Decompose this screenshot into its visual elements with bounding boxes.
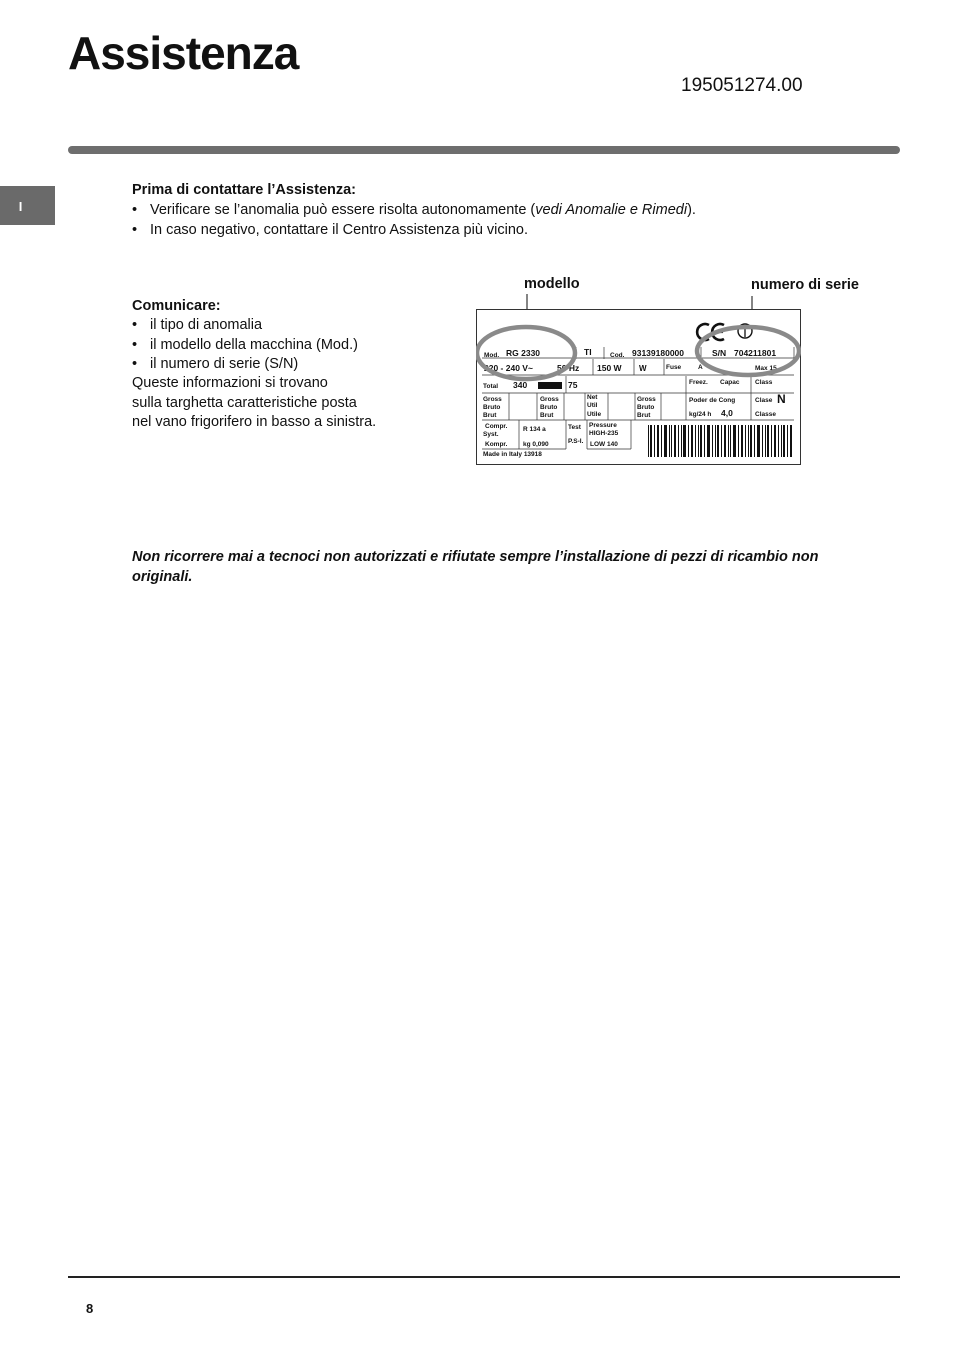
compr-label: Compr.	[485, 423, 508, 430]
list-item: • il numero di serie (S/N)	[132, 355, 452, 375]
document-code: 195051274.00	[681, 75, 803, 96]
voltage-value: 220 - 240 V~	[484, 363, 533, 373]
high-pressure: HIGH-235	[589, 430, 619, 437]
stars-value: 75	[568, 380, 578, 390]
rating-plate	[476, 309, 801, 465]
list-item-text: Verificare se l’anomalia può essere risolta autonomamente (	[150, 202, 536, 218]
remedies-reference: vedi Anomalie e Rimedi	[535, 202, 688, 218]
note-line: Queste informazioni si trovano	[132, 375, 328, 391]
list-item: • In caso negativo, contattare il Centro Assistenza più vicino.	[132, 221, 832, 241]
warning-note: Non ricorrere mai a tecnoci non autorizzati e rifiutate sempre l’installazione di pezzi di ricambio non originali.	[132, 549, 819, 585]
communicate-heading: Comunicare:	[132, 298, 221, 314]
net-label: Utile	[587, 411, 602, 418]
gross-label: Gross	[540, 396, 559, 403]
gross-label: Brut	[540, 412, 554, 419]
test-label: Test	[568, 424, 581, 431]
low-pressure: LOW 140	[590, 441, 618, 448]
model-label: modello	[524, 276, 580, 292]
language-tab-label: I	[18, 199, 23, 214]
psi-label: P.S-I.	[568, 438, 584, 445]
serial-label: numero di serie	[751, 277, 859, 293]
list-item: • il modello della macchina (Mod.)	[132, 336, 452, 356]
class-label: Class	[755, 379, 773, 386]
frequency-value: 50 Hz	[557, 363, 580, 373]
note-line: sulla targhetta caratteristiche posta	[132, 394, 357, 411]
gross-label: Brut	[637, 412, 651, 419]
list-item-suffix: ).	[687, 202, 696, 218]
kg24-value: 4,0	[721, 408, 733, 418]
capac-label: Capac	[720, 379, 740, 386]
mod-label: Mod.	[484, 352, 500, 359]
syst-label: Syst.	[483, 431, 499, 438]
kompr-label: Kompr.	[485, 441, 508, 448]
net-label: Util	[587, 402, 598, 409]
mod-value: RG 2330	[506, 348, 541, 358]
footer-rule	[68, 1276, 900, 1278]
pressure-label: Pressure	[589, 422, 617, 429]
cod-value: 93139180000	[632, 348, 685, 358]
sn-label: S/N	[712, 348, 727, 358]
total-label: Total	[483, 383, 499, 390]
power-value: 150 W	[597, 363, 622, 373]
freezer-stars-icon	[538, 382, 562, 389]
watt-label: W	[639, 364, 647, 373]
refrigerant-kg: kg 0,090	[523, 441, 549, 448]
ti-label: TI	[584, 347, 592, 357]
gross-label: Bruto	[483, 404, 501, 411]
page-number: 8	[86, 1301, 94, 1316]
net-label: Net	[587, 394, 598, 401]
gross-label: Brut	[483, 412, 497, 419]
kg24-label: kg/24 h	[689, 411, 712, 418]
gross-label: Gross	[637, 396, 656, 403]
freez-label: Freez.	[689, 379, 708, 386]
made-in-label: Made in Italy 13918	[483, 451, 542, 458]
sn-value: 704211801	[734, 348, 777, 358]
cod-label: Cod.	[610, 352, 625, 359]
fuse-label: Fuse	[666, 364, 682, 371]
note-line: nel vano frigorifero in basso a sinistra.	[132, 414, 377, 430]
max-value: Max 15	[755, 365, 777, 372]
refrigerant-value: R 134 a	[523, 426, 546, 433]
gross-label: Bruto	[540, 404, 558, 411]
gross-label: Bruto	[637, 404, 655, 411]
list-item: • il tipo di anomalia	[132, 316, 452, 336]
page-title: Assistenza	[68, 27, 299, 79]
total-value: 340	[513, 380, 528, 390]
gross-label: Gross	[483, 396, 502, 403]
poder-label: Poder de Cong	[689, 397, 736, 404]
clase-label: Clase	[755, 397, 773, 404]
clase-value: N	[777, 392, 786, 406]
before-contact-heading: Prima di contattare l’Assistenza:	[132, 182, 357, 198]
classe-label: Classe	[755, 411, 776, 418]
amp-label: A	[698, 364, 703, 371]
